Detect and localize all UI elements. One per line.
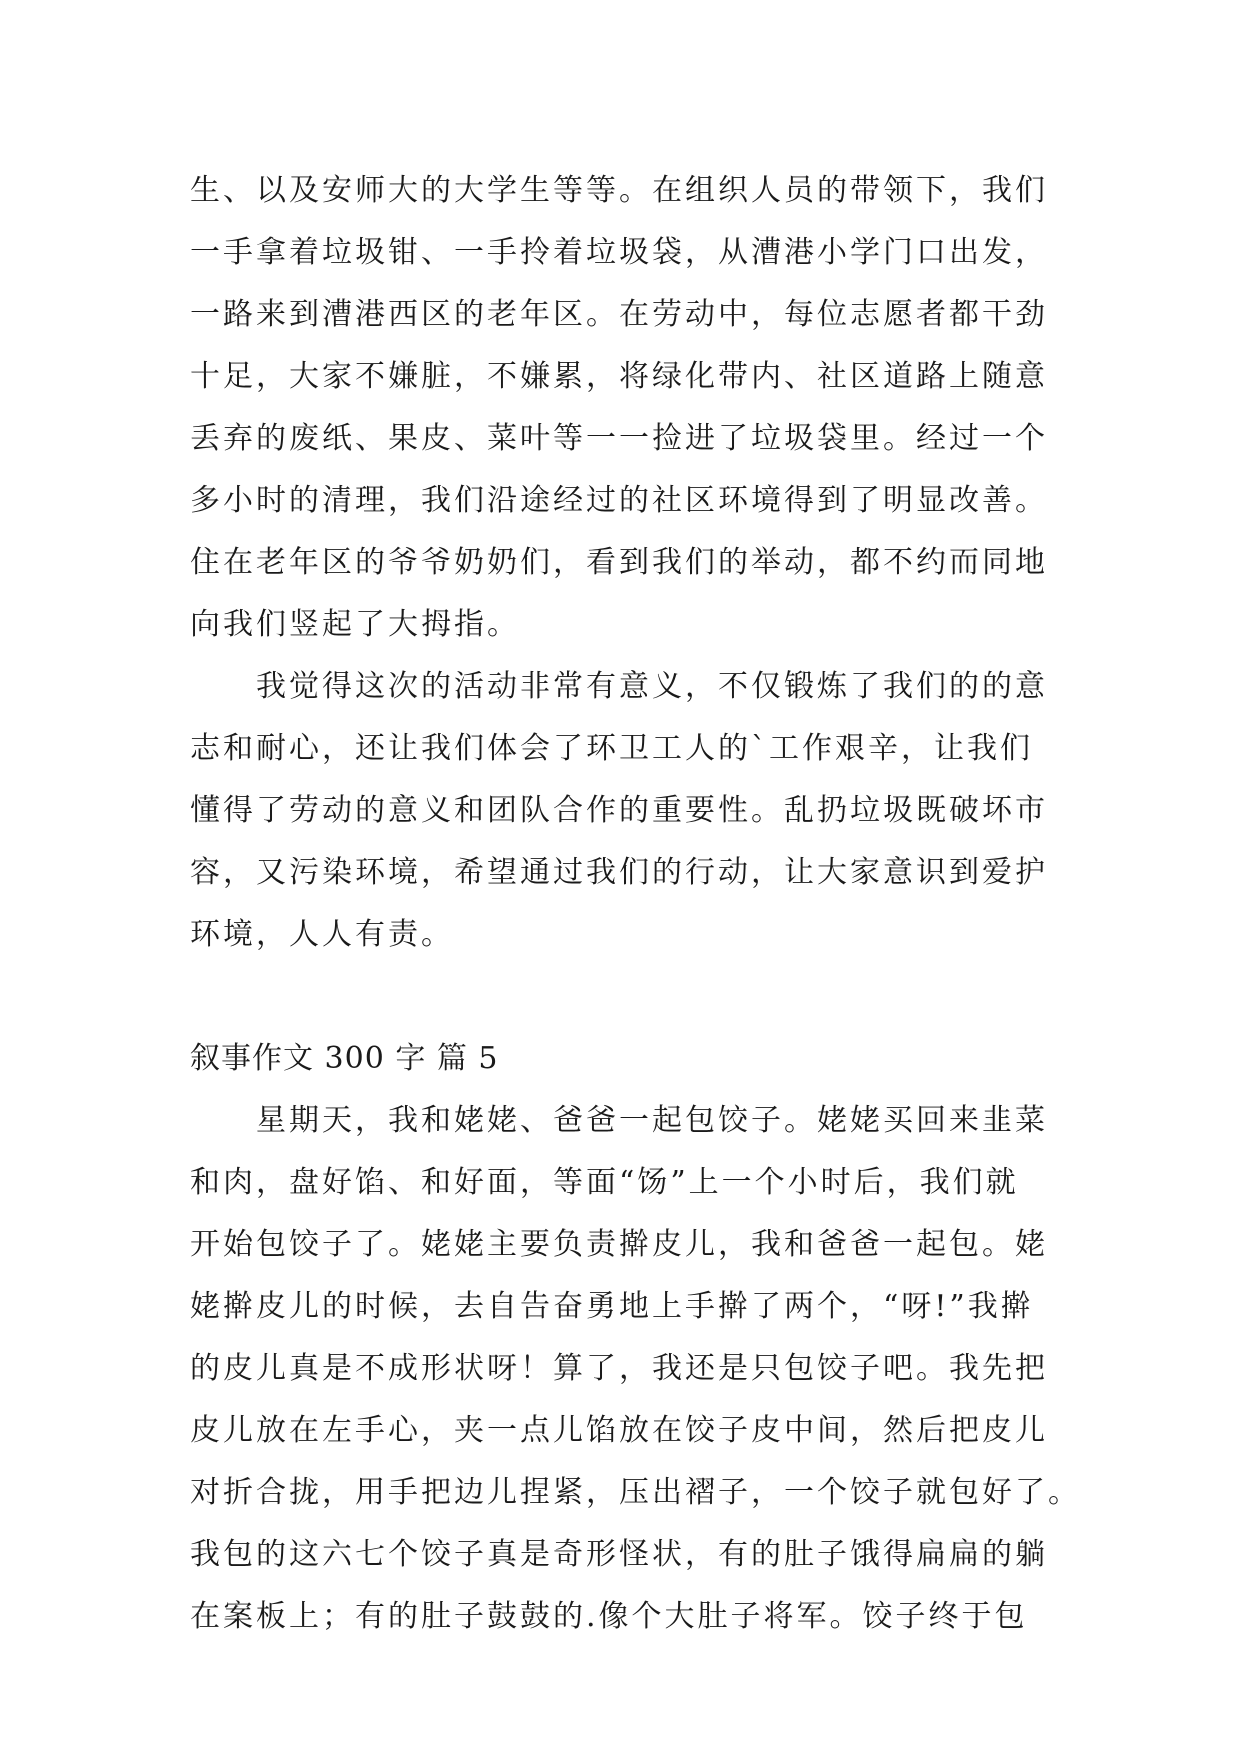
paragraph-cleanup-activity — [190, 160, 1070, 656]
text-line: 开始包饺子了。姥姥主要负责擀皮儿，我和爸爸一起包。姥 — [190, 1227, 1048, 1262]
text-line: 志和耐心，还让我们体会了环卫工人的`工作艰辛，让我们 — [190, 731, 1033, 766]
text-line: 向我们竖起了大拇指。 — [190, 607, 520, 642]
text-line: 我觉得这次的活动非常有意义，不仅锻炼了我们的的意 — [190, 669, 1048, 704]
text-line: 皮儿放在左手心，夹一点儿馅放在饺子皮中间，然后把皮儿 — [190, 1413, 1048, 1448]
document-body — [190, 160, 1081, 1648]
text-line: 生、以及安师大的大学生等等。在组织人员的带领下，我们 — [190, 173, 1048, 208]
text-line: 我包的这六七个饺子真是奇形怪状，有的肚子饿得扁扁的躺 — [190, 1537, 1048, 1572]
text-line: 一路来到漕港西区的老年区。在劳动中，每位志愿者都干劲 — [190, 297, 1048, 332]
section-spacer — [190, 966, 1070, 1028]
text-line: 对折合拢，用手把边儿捏紧，压出褶子，一个饺子就包好了。 — [190, 1475, 1081, 1510]
paragraph-dumplings — [190, 1090, 1081, 1648]
text-line: 环境，人人有责。 — [190, 917, 454, 952]
text-line: 在案板上；有的肚子鼓鼓的.像个大肚子将军。饺子终于包 — [190, 1599, 1028, 1634]
text-line: 十足，大家不嫌脏，不嫌累，将绿化带内、社区道路上随意 — [190, 359, 1048, 394]
text-line: 懂得了劳动的意义和团队合作的重要性。乱扔垃圾既破坏市 — [190, 793, 1048, 828]
paragraph-reflection — [190, 656, 1070, 966]
text-line: 容，又污染环境，希望通过我们的行动，让大家意识到爱护 — [190, 855, 1048, 890]
text-line: 丢弃的废纸、果皮、菜叶等一一捡进了垃圾袋里。经过一个 — [190, 421, 1048, 456]
text-line: 的皮儿真是不成形状呀！算了，我还是只包饺子吧。我先把 — [190, 1351, 1048, 1386]
text-line: 一手拿着垃圾钳、一手拎着垃圾袋，从漕港小学门口出发， — [190, 235, 1048, 270]
text-line: 多小时的清理，我们沿途经过的社区环境得到了明显改善。 — [190, 483, 1048, 518]
text-line: 姥擀皮儿的时候，去自告奋勇地上手擀了两个，“呀!”我擀 — [190, 1289, 1034, 1324]
text-line: 和肉，盘好馅、和好面，等面“饧”上一个小时后，我们就 — [190, 1165, 1019, 1200]
section-heading: 叙事作文 300 字 篇 5 — [190, 1041, 499, 1076]
text-line: 住在老年区的爷爷奶奶们，看到我们的举动，都不约而同地 — [190, 545, 1048, 580]
text-line: 星期天，我和姥姥、爸爸一起包饺子。姥姥买回来韭菜 — [190, 1103, 1048, 1138]
